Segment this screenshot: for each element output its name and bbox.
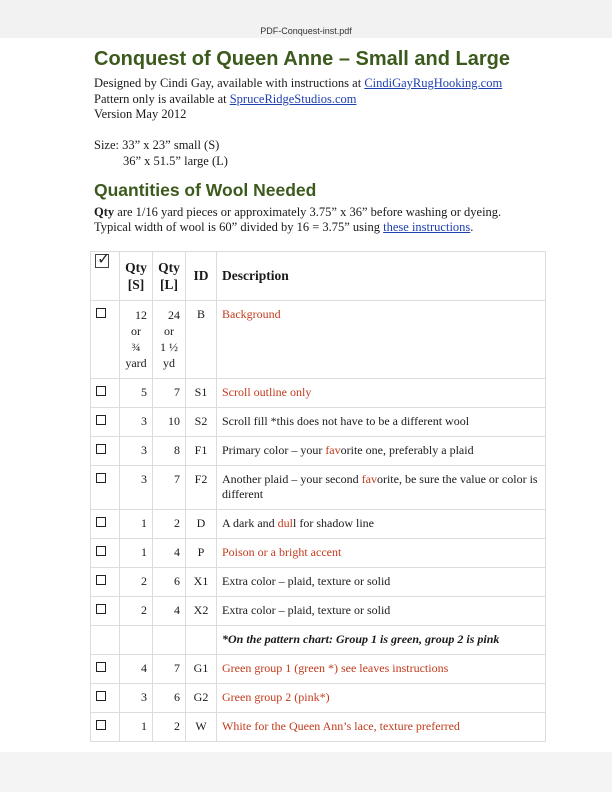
description-cell [217,597,546,626]
qty-large-cell: 7 [153,379,186,408]
header-qty-small-label: Qty [125,260,147,275]
checkbox[interactable] [96,546,106,556]
description-text: Scroll fill *this does not have to be a different wool [222,414,470,428]
table-row [91,713,546,742]
header-qty-small [120,252,153,301]
checkbox-cell [91,684,120,713]
checkbox[interactable] [96,575,106,585]
size-small-line: Size: 33” x 23” small (S) [94,138,220,152]
check-mark-icon: ✓ [97,249,111,268]
checkbox-cell [91,408,120,437]
qty-large-cell: 4 [153,539,186,568]
description-text: Green group 1 (green *) see leaves instructions [222,661,449,675]
table-row [91,408,546,437]
description-highlight: dul [277,516,293,530]
qty-large-cell: 8 [153,437,186,466]
qty-small-cell: 2 [120,568,153,597]
id-cell: F2 [186,466,217,510]
qty-large-cell: 2 [153,510,186,539]
checkbox-cell [91,466,120,510]
table-row [91,379,546,408]
qty-large-cell: 7 [153,655,186,684]
checkbox[interactable] [96,386,106,396]
description-text: Extra color – plaid, texture or solid [222,574,391,588]
checkbox[interactable] [96,473,106,483]
description-cell [217,437,546,466]
checkbox[interactable] [96,517,106,527]
checkbox[interactable] [96,444,106,454]
checkbox[interactable] [96,720,106,730]
description-cell: Background [217,301,546,379]
id-cell: S2 [186,408,217,437]
wool-table [90,251,546,742]
header-qty-small-unit: [S] [127,277,145,292]
spruceridge-link[interactable]: SpruceRidgeStudios.com [229,92,357,106]
table-note-row [91,626,546,655]
qty-small-cell: 4 [120,655,153,684]
table-row [91,539,546,568]
table-row [91,301,546,379]
viewer-bottom-area [0,752,612,792]
checkbox[interactable] [96,308,106,318]
empty-cell [153,626,186,655]
description-cell [217,713,546,742]
description-cell [217,510,546,539]
description-cell [217,408,546,437]
description-text: White for the Queen Ann’s lace, texture preferred [222,719,460,733]
header-qty-large-unit: [L] [160,277,178,292]
id-cell: B [186,301,217,379]
qty-large-or: or [164,324,174,338]
table-header-row [91,252,546,301]
id-cell: D [186,510,217,539]
qty-small-cell: 3 [120,408,153,437]
description-text-end: l for shadow line [293,516,374,530]
description-cell [217,568,546,597]
qty-small-cell: 3 [120,466,153,510]
qty-small-or: or [131,324,141,338]
qty-large-value: 24 [168,308,180,322]
description-text-end: orite one, preferably a plaid [340,443,474,457]
instructions-link[interactable]: these instructions [383,220,471,234]
description-text: Scroll outline only [222,385,312,399]
qty-small-cell: 3 [120,684,153,713]
table-row [91,655,546,684]
table-row [91,568,546,597]
qty-large-unit: yd [163,356,175,370]
checked-checkbox-icon[interactable] [95,249,111,268]
qty-bold-label: Qty [94,205,115,219]
description-cell [217,539,546,568]
qty-large-cell: 6 [153,568,186,597]
qty-small-cell: 5 [120,379,153,408]
checkbox-cell [91,437,120,466]
qty-small-cell: 1 [120,713,153,742]
version-line: Version May 2012 [94,107,187,121]
id-cell: W [186,713,217,742]
qty-large-cell: 7 [153,466,186,510]
qty-large-cell [153,301,186,379]
qty-small-cell: 3 [120,437,153,466]
id-cell: F1 [186,437,217,466]
description-text-end: orite, be sure the value or color is different [222,472,538,501]
checkbox-cell [91,539,120,568]
qty-small-fraction: ¾ [131,340,141,354]
checkbox-cell [91,510,120,539]
qty-large-cell: 2 [153,713,186,742]
qty-small-cell [120,301,153,379]
qty-small-cell: 1 [120,510,153,539]
designed-by-line [94,76,502,91]
header-checkbox-cell [91,249,120,301]
document-title: Conquest of Queen Anne – Small and Large [94,48,510,70]
pattern-line [94,92,356,107]
id-cell: G1 [186,655,217,684]
header-description: Description [217,252,546,301]
description-text: Another plaid – your second [222,472,362,486]
checkbox[interactable] [96,604,106,614]
id-cell: P [186,539,217,568]
qty-explanation [94,205,501,220]
table-row [91,597,546,626]
qty-large-cell: 10 [153,408,186,437]
description-highlight: fav [361,472,377,486]
qty-small-cell: 2 [120,597,153,626]
typical-width-line [94,220,473,235]
id-cell: X2 [186,597,217,626]
qty-large-cell: 6 [153,684,186,713]
table-row [91,510,546,539]
qty-large-cell: 4 [153,597,186,626]
description-cell [217,655,546,684]
description-cell [217,379,546,408]
cindigay-link[interactable]: CindiGayRugHooking.com [364,76,503,90]
description-cell [217,684,546,713]
description-cell [217,466,546,510]
description-text: Primary color – your [222,443,326,457]
id-cell: X1 [186,568,217,597]
description-text: Extra color – plaid, texture or solid [222,603,391,617]
checkbox[interactable] [96,662,106,672]
checkbox-cell [91,568,120,597]
qty-small-cell: 1 [120,539,153,568]
empty-cell [91,626,120,655]
qty-small-unit: yard [125,356,147,370]
header-id: ID [186,252,217,301]
header-qty-large [153,252,186,301]
pattern-text: Pattern only is available at [94,92,230,106]
description-text: Poison or a bright accent [222,545,342,559]
qty-small-value: 12 [135,308,147,322]
description-text: Green group 2 (pink*) [222,690,330,704]
id-cell: G2 [186,684,217,713]
empty-cell [120,626,153,655]
empty-cell [186,626,217,655]
table-row [91,437,546,466]
header-qty-large-label: Qty [158,260,180,275]
designed-by-text: Designed by Cindi Gay, available with instructions at [94,76,365,90]
checkbox-cell [91,655,120,684]
checkbox[interactable] [96,691,106,701]
table-row [91,466,546,510]
checkbox[interactable] [96,415,106,425]
checkbox-cell [91,301,120,379]
typical-width-suffix: . [470,220,474,234]
qty-large-fraction: 1 ½ [160,340,178,354]
section-title: Quantities of Wool Needed [94,180,317,200]
checkbox-cell [91,713,120,742]
pattern-chart-note: *On the pattern chart: Group 1 is green, group 2 is pink [217,626,546,655]
checkbox-cell [91,379,120,408]
typical-width-text: Typical width of wool is 60” divided by 16 = 3.75” using [94,220,384,234]
checkbox-cell [91,597,120,626]
description-highlight: fav [325,443,341,457]
table-row [91,684,546,713]
id-cell: S1 [186,379,217,408]
document-filename: PDF-Conquest-inst.pdf [260,26,352,36]
description-text: A dark and [222,516,278,530]
qty-explanation-text: are 1/16 yard pieces or approximately 3.75” x 36” before washing or dyeing. [114,205,502,219]
size-large-line: 36” x 51.5” large (L) [123,154,228,168]
